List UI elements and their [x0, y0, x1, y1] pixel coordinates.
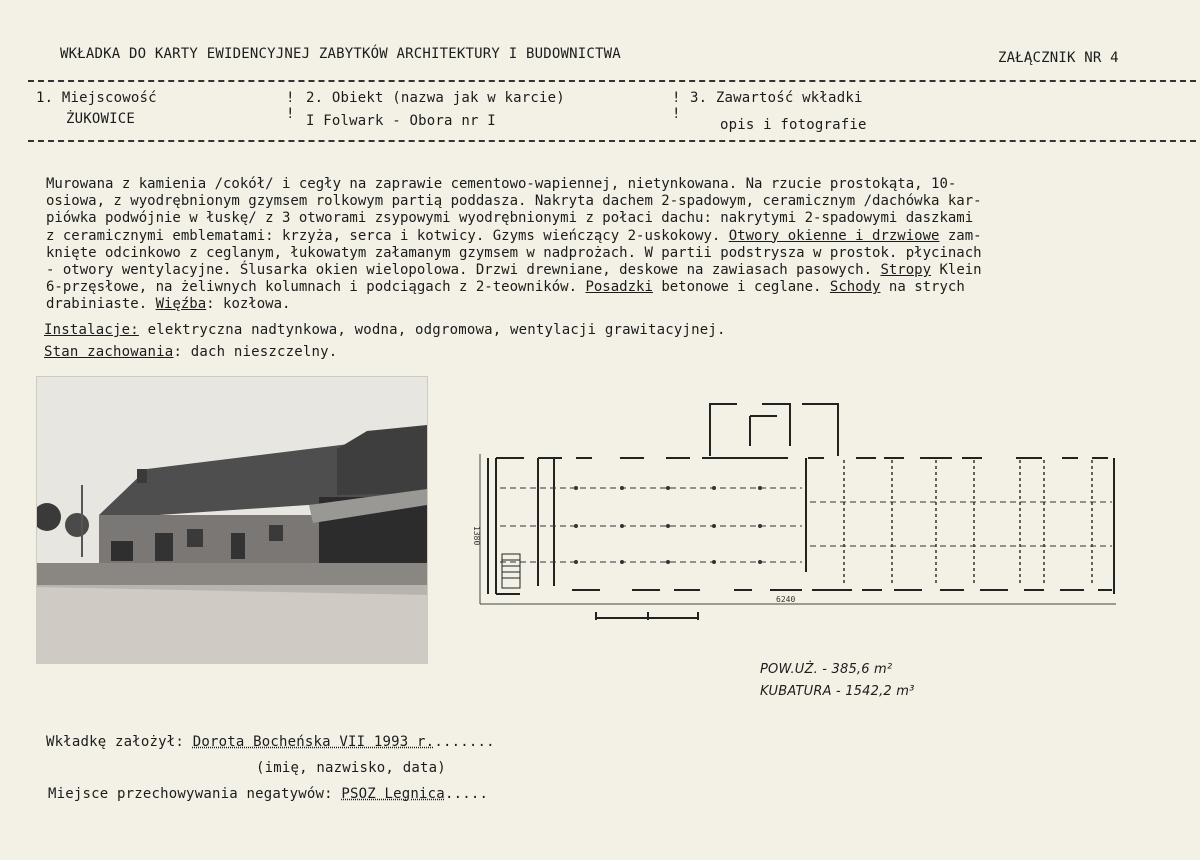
description-line: Murowana z kamienia /cokół/ i cegły na zaprawie cementowo-wapiennej, nietynkowana. Na rzucie prostokąta, 10- [46, 176, 957, 192]
floors-heading: Posadzki [585, 279, 653, 296]
building-photograph [36, 376, 428, 664]
description-line: 6-przęsłowe, na żeliwnych kolumnach i podciągach z 2-teowników. Posadzki betonowe i ceglane. Schody na strych [46, 279, 965, 296]
plan-width-dimension: 6240 [776, 595, 796, 604]
plan-height-dimension: 1380 [472, 526, 481, 546]
author-hint: (imię, nazwisko, data) [256, 760, 446, 776]
author-value: Dorota Bocheńska VII 1993 r. [192, 734, 435, 750]
author-label: Wkładkę założył: [46, 734, 185, 750]
description-line: drabiniaste. Więźba: kozłowa. [46, 296, 291, 313]
description-line: osiowa, z wyodrębnionym gzymsem rolkowym partią poddasza. Nakryta dachem 2-spadowym, ceramicznym /dachówka kar- [46, 193, 982, 210]
description-text [46, 176, 1196, 314]
field-contents-label: 3. Zawartość wkładki [690, 90, 863, 106]
truss-heading: Więźba [155, 296, 207, 313]
divider-fields [28, 140, 1196, 142]
volume-note: KUBATURA - 1542,2 m³ [760, 684, 915, 699]
installations-heading: Instalacje: [44, 322, 139, 338]
floor-plan-drawing [452, 376, 1152, 626]
negatives-line: Miejsce przechowywania negatywów: PSOZ Legnica..... [48, 786, 489, 802]
openings-heading: Otwory okienne i drzwiowe [728, 227, 940, 244]
description-line: z ceramicznymi emblematami: krzyża, serca i kotwicy. Gzyms wieńczący 2-uskokowy. Otwory okienne i drzwiowe zam- [46, 227, 982, 244]
field-separator: ! ! [286, 90, 295, 122]
usable-area-note: POW.UŻ. - 385,6 m² [760, 662, 893, 677]
field-location-label: 1. Miejscowość [36, 90, 157, 106]
divider-top [28, 80, 1196, 82]
field-contents-value: opis i fotografie [720, 117, 867, 133]
description-line: - otwory wentylacyjne. Ślusarka okien wielopolowa. Drzwi drewniane, deskowe na zawiasach pasowych. Stropy Klein [46, 262, 982, 279]
ceilings-heading: Stropy [880, 262, 932, 279]
field-object-value: I Folwark - Obora nr I [306, 113, 496, 129]
field-location-value: ŻUKOWICE [66, 111, 136, 127]
description-line: piówka podwójnie w łuskę/ z 3 otworami zsypowymi wyodrębnionymi z połaci dachu: nakrytymi 2-spadowymi daszkami [46, 210, 974, 227]
annex-number: ZAŁĄCZNIK NR 4 [998, 50, 1119, 66]
document-title: WKŁADKA DO KARTY EWIDENCYJNEJ ZABYTKÓW ARCHITEKTURY I BUDOWNICTWA [60, 46, 621, 62]
photo-image [37, 377, 427, 663]
condition-heading: Stan zachowania [44, 344, 174, 360]
author-line: Wkładkę założył: Dorota Bocheńska VII 1993 r........ [46, 734, 495, 750]
installations-line: Instalacje: elektryczna nadtynkowa, wodna, odgromowa, wentylacji grawitacyjnej. [44, 322, 726, 338]
field-separator: ! ! [672, 90, 681, 122]
field-object-label: 2. Obiekt (nazwa jak w karcie) [306, 90, 565, 106]
condition-line: Stan zachowania: dach nieszczelny. [44, 344, 338, 360]
description-line: knięte odcinkowo z ceglanym, łukowatym załamanym gzymsem w nadprożach. W partii podstrysza w prostok. płycinach [46, 244, 982, 261]
negatives-value: PSOZ Legnica [341, 786, 445, 802]
stairs-heading: Schody [829, 279, 881, 296]
negatives-label: Miejsce przechowywania negatywów: [48, 786, 333, 802]
floor-plan-svg [452, 376, 1152, 626]
